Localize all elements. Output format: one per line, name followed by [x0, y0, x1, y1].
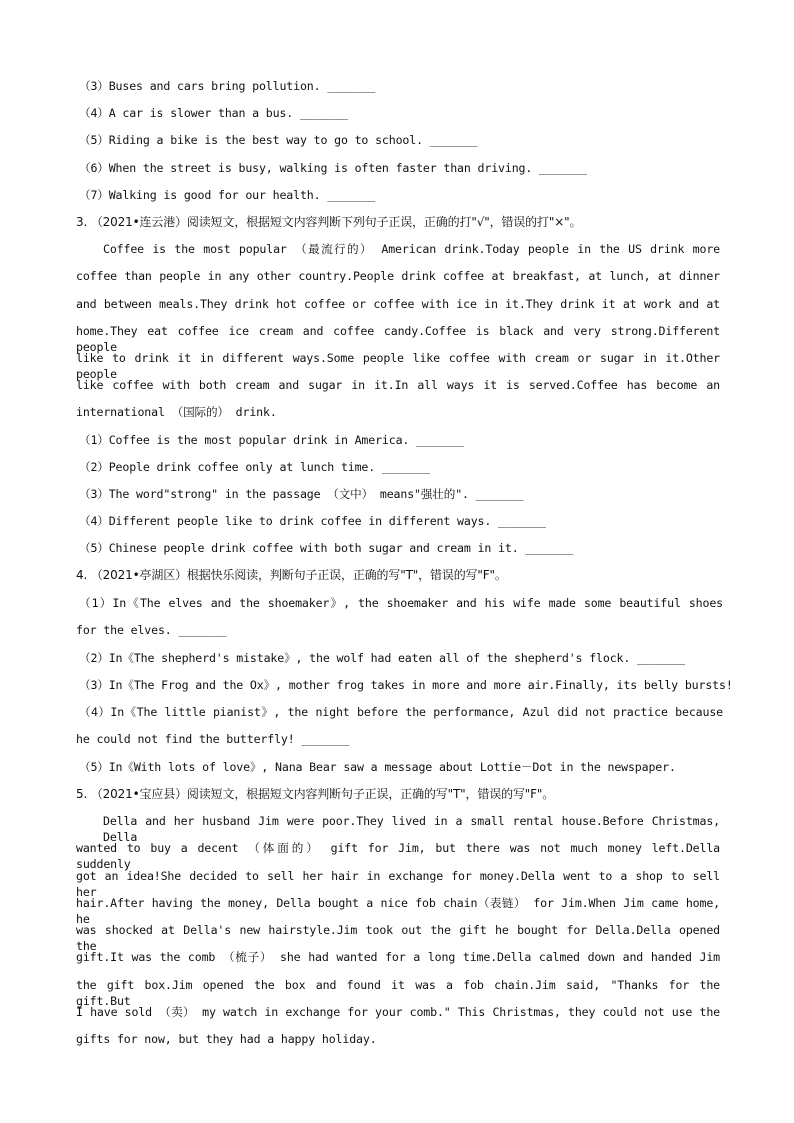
passage-line: coffee than people in any other country.People drink coffee at breakfast, at lunch, at dinner	[76, 269, 720, 283]
passage-line: wanted to buy a decent （体面的） gift for Jim, but there was not much money left.Della suddenly	[76, 841, 720, 871]
passage-line: home.They eat coffee ice cream and coffee candy.Coffee is black and very strong.Different people	[76, 324, 720, 354]
passage-line: gift.It was the comb （梳子） she had wanted for a long time.Della calmed down and handed Jim	[76, 950, 720, 964]
passage-line: the gift box.Jim opened the box and found it was a fob chain.Jim said, "Thanks for the gift.But	[76, 978, 720, 1008]
question-line: （4）Different people like to drink coffee in different ways. _______	[79, 514, 546, 528]
passage-line: gifts for now, but they had a happy holiday.	[76, 1032, 377, 1046]
question-line: （5）In《With lots of love》, Nana Bear saw a message about Lottie－Dot in the newspaper.	[79, 760, 676, 774]
passage-line: like to drink it in different ways.Some people like coffee with cream or sugar in it.Other people	[76, 351, 720, 381]
question-line: （2）In《The shepherd's mistake》, the wolf had eaten all of the shepherd's flock. _______	[79, 651, 685, 665]
passage-line: international （国际的） drink.	[76, 405, 277, 419]
question-line: （6）When the street is busy, walking is often faster than driving. _______	[79, 161, 587, 175]
section-heading: 4. （2021•亭湖区）根据快乐阅读，判断句子正误，正确的写"T"，错误的写"F"。	[76, 568, 507, 582]
question-line: （3）In《The Frog and the Ox》, mother frog takes in more and more air.Finally, its belly bursts!	[79, 678, 733, 692]
question-line: （4）In《The little pianist》, the night before the performance, Azul did not practice because	[79, 705, 723, 719]
passage-line: was shocked at Della's new hairstyle.Jim took out the gift he bought for Della.Della opened the	[76, 923, 720, 953]
passage-line: I have sold （卖） my watch in exchange for your comb." This Christmas, they could not use the	[76, 1005, 720, 1019]
question-line: he could not find the butterfly! _______	[76, 732, 350, 746]
passage-line: like coffee with both cream and sugar in it.In all ways it is served.Coffee has become an	[76, 378, 720, 392]
question-line: （2）People drink coffee only at lunch time. _______	[79, 460, 430, 474]
question-line: （3）Buses and cars bring pollution. _______	[79, 79, 376, 93]
passage-line: and between meals.They drink hot coffee or coffee with ice in it.They drink it at work and at	[76, 297, 720, 311]
passage-line: got an idea!She decided to sell her hair in exchange for money.Della went to a shop to sell her	[76, 869, 720, 899]
question-line: for the elves. _______	[76, 623, 227, 637]
passage-line: Della and her husband Jim were poor.They lived in a small rental house.Before Christmas, Della	[103, 814, 720, 844]
section-heading: 3. （2021•连云港）阅读短文，根据短文内容判断下列句子正误，正确的打"√"，错误的打"×"。	[76, 215, 582, 229]
question-line: （7）Walking is good for our health. _______	[79, 188, 376, 202]
question-line: （1）Coffee is the most popular drink in America. _______	[79, 433, 464, 447]
question-line: （1）In《The elves and the shoemaker》, the shoemaker and his wife made some beautiful shoes	[79, 596, 723, 610]
passage-line: hair.After having the money, Della bought a nice fob chain（表链） for Jim.When Jim came home, he	[76, 896, 720, 926]
question-line: （4）A car is slower than a bus. _______	[79, 106, 348, 120]
question-line: （5）Riding a bike is the best way to go to school. _______	[79, 133, 478, 147]
section-heading: 5. （2021•宝应县）阅读短文，根据短文内容判断句子正误，正确的写"T"，错误的写"F"。	[76, 787, 555, 801]
question-line: （5）Chinese people drink coffee with both sugar and cream in it. _______	[79, 541, 574, 555]
question-line: （3）The word"strong" in the passage （文中） means"强壮的". _______	[79, 487, 524, 501]
passage-line: Coffee is the most popular （最流行的） American drink.Today people in the US drink more	[103, 242, 720, 256]
